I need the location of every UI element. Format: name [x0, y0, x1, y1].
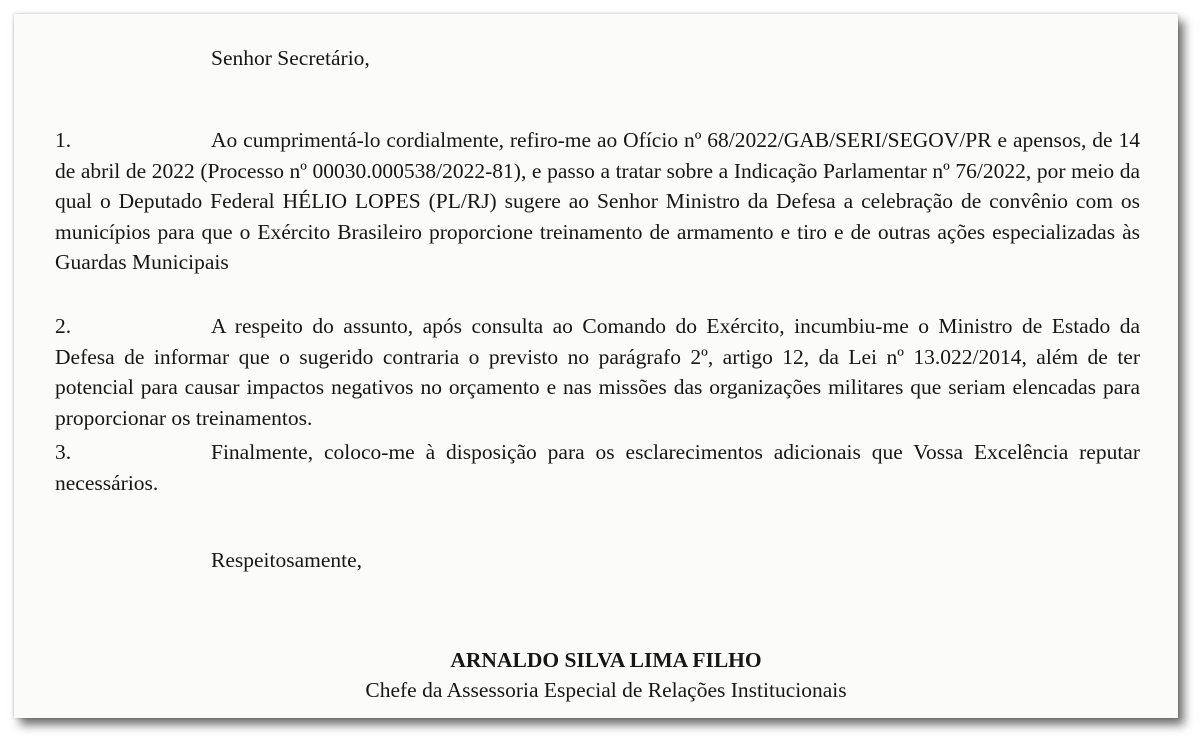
paragraph-text: Ao cumprimentá-lo cordialmente, refiro-me ao Ofício nº 68/2022/GAB/SERI/SEGOV/PR e apensos, de 14 de abril de 2022 (Processo nº 00030.000538/2022-81), e passo a tratar sobre a Indicação Parlamentar nº 76/2022, por meio da qual o Deputado Federal HÉLIO LOPES (PL/RJ) sugere ao Senhor Ministro da Defesa a celebração de convênio com os municípios para que o Exército Brasileiro proporcione treinamento de armamento e tiro e de outras ações especializadas às Guardas Municipais	[55, 128, 1140, 274]
paragraph-number: 3.	[55, 440, 72, 464]
paragraph-1	[55, 125, 1140, 278]
paragraph-number: 1.	[55, 128, 72, 152]
closing: Respeitosamente,	[211, 548, 363, 572]
paragraph-text: Finalmente, coloco-me à disposição para os esclarecimentos adicionais que Vossa Excelência reputar necessários.	[55, 440, 1140, 495]
paragraph-2	[55, 311, 1140, 433]
paragraph-3	[55, 437, 1140, 498]
salutation: Senhor Secretário,	[211, 46, 370, 70]
document-page	[14, 14, 1178, 718]
paragraph-number: 2.	[55, 314, 72, 338]
signatory-title: Chefe da Assessoria Especial de Relações Institucionais	[365, 678, 847, 702]
signatory-name: ARNALDO SILVA LIMA FILHO	[450, 648, 762, 672]
paragraph-text: A respeito do assunto, após consulta ao Comando do Exército, incumbiu-me o Ministro de Estado da Defesa de informar que o sugerido contraria o previsto no parágrafo 2º, artigo 12, da Lei nº 13.022/2014, além de ter potencial para causar impactos negativos no orçamento e nas missões das organizações militares que seriam elencadas para proporcionar os treinamentos.	[55, 314, 1140, 430]
